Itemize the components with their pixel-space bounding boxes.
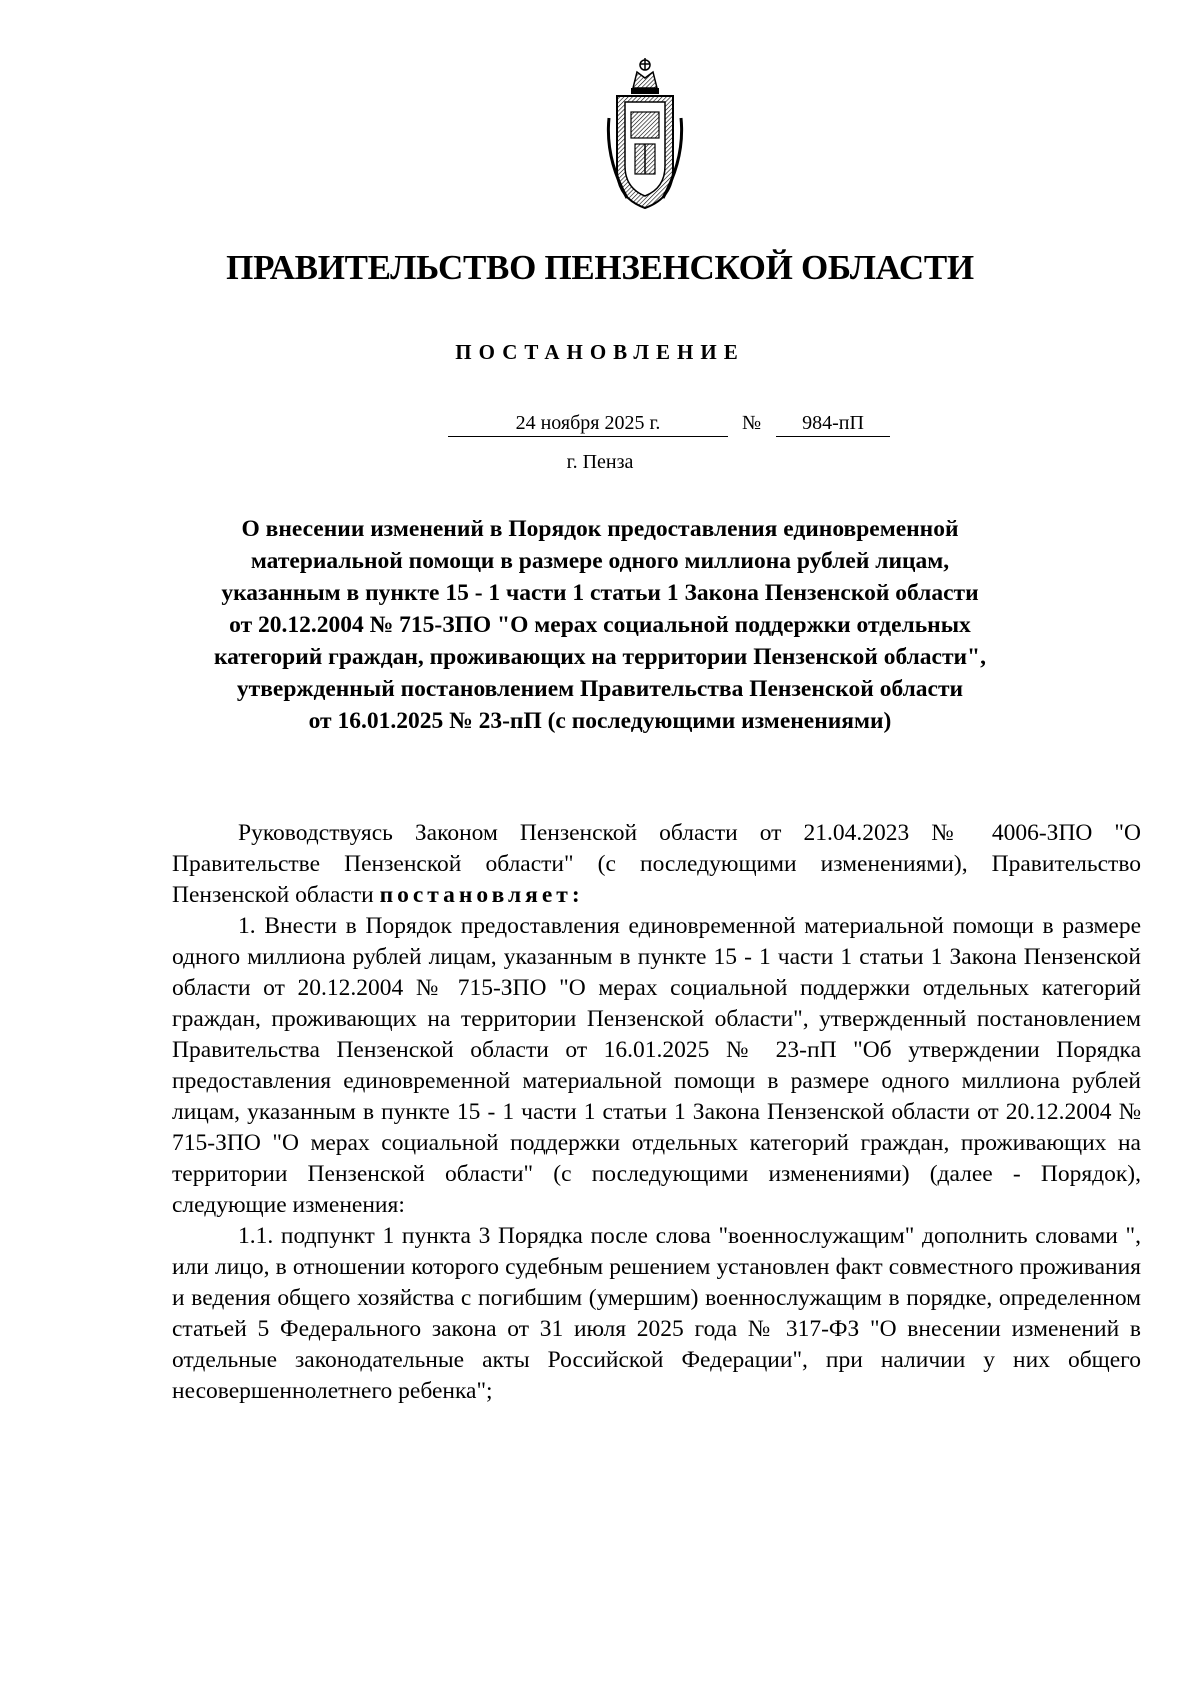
preamble-text: Руководствуясь Законом Пензенской области от 21.04.2023 № 4006-ЗПО "О Правительстве Пензенской области" (с последующими изменениями), Правительство Пензенской области <box>172 820 1141 908</box>
title-line: от 20.12.2004 № 715-ЗПО "О мерах социальной поддержки отдельных <box>229 612 971 638</box>
coat-of-arms-icon <box>603 58 687 210</box>
government-name: ПРАВИТЕЛЬСТВО ПЕНЗЕНСКОЙ ОБЛАСТИ <box>226 248 974 287</box>
title-line: О внесении изменений в Порядок предоставления единовременной <box>241 516 959 542</box>
city: г. Пенза <box>566 451 634 473</box>
document-body <box>172 818 1141 1407</box>
document-date: 24 ноября 2025 г. <box>448 410 728 437</box>
title-line: утвержденный постановлением Правительства Пензенской области <box>236 676 964 702</box>
item-1-1-paragraph: 1.1. подпункт 1 пункта 3 Порядка после слова "военнослужащим" дополнить словами ", или лицо, в отношении которого судебным решением установлен факт совместного проживания и ведения общего хозяйства с погибшим (умершим) военнослужащим в порядке, определенном статьей 5 Федерального закона от 31 июля 2025 года № 317-ФЗ "О внесении изменений в отдельные законодательные акты Российской Федерации", при наличии у них общего несовершеннолетнего ребенка"; <box>172 1223 1141 1404</box>
document-title <box>160 513 1040 737</box>
title-line: указанным в пункте 15 - 1 части 1 статьи 1 Закона Пензенской области <box>221 580 979 606</box>
document-type: ПОСТАНОВЛЕНИЕ <box>455 340 745 364</box>
title-line: от 16.01.2025 № 23-пП (с последующими изменениями) <box>308 708 892 734</box>
item-1-paragraph: 1. Внести в Порядок предоставления единовременной материальной помощи в размере одного миллиона рублей лицам, указанным в пункте 15 - 1 части 1 статьи 1 Закона Пензенской области от 20.12.2004 № 715-ЗПО "О мерах социальной поддержки отдельных категорий граждан, проживающих на территории Пензенской области", утвержденный постановлением Правительства Пензенской области от 16.01.2025 № 23-пП "Об утверждении Порядка предоставления единовременной материальной помощи в размере одного миллиона рублей лицам, указанным в пункте 15 - 1 части 1 статьи 1 Закона Пензенской области от 20.12.2004 № 715-ЗПО "О мерах социальной поддержки отдельных категорий граждан, проживающих на территории Пензенской области" (с последующими изменениями) (далее - Порядок), следующие изменения: <box>172 913 1141 1218</box>
document-number: 984-пП <box>776 410 890 437</box>
preamble-paragraph <box>172 818 1141 911</box>
decides-word: постановляет: <box>379 882 584 908</box>
number-sign: № <box>742 412 762 434</box>
title-line: категорий граждан, проживающих на территории Пензенской области", <box>214 644 986 670</box>
title-line: материальной помощи в размере одного миллиона рублей лицам, <box>250 548 950 574</box>
